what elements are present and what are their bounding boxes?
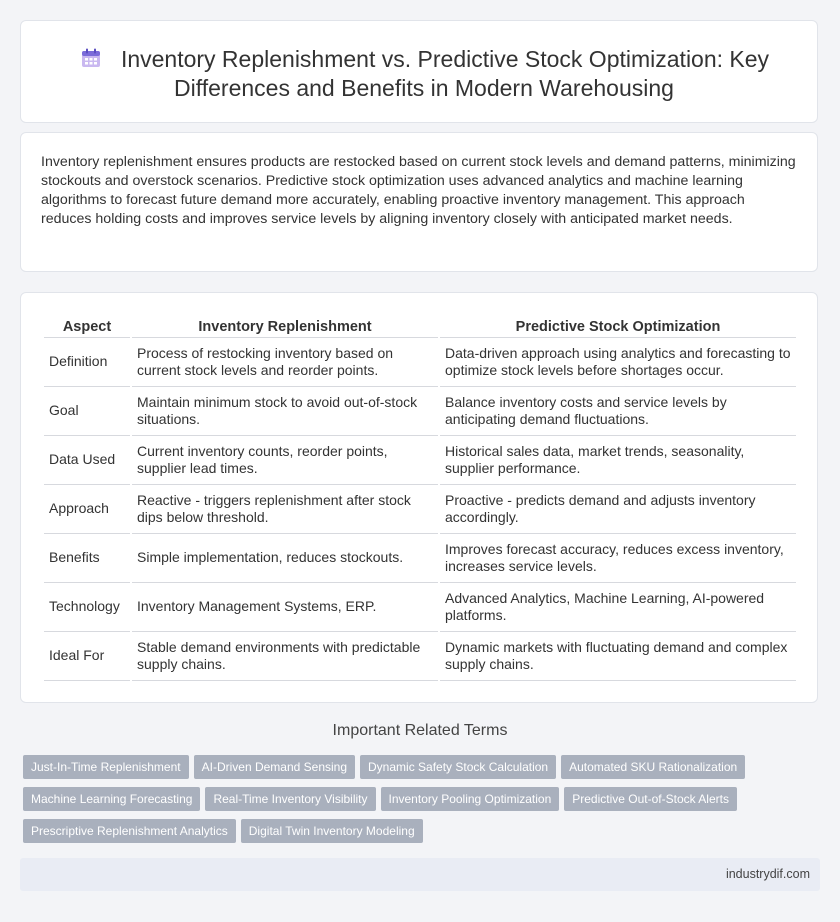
replenishment-cell: Process of restocking inventory based on current stock levels and reorder points. xyxy=(132,338,438,387)
aspect-cell: Data Used xyxy=(44,436,130,485)
related-term-tag[interactable]: Dynamic Safety Stock Calculation xyxy=(360,755,556,779)
table-row xyxy=(44,534,796,583)
optimization-cell: Advanced Analytics, Machine Learning, AI-powered platforms. xyxy=(440,583,796,632)
replenishment-cell: Stable demand environments with predictable supply chains. xyxy=(132,632,438,681)
calendar-icon xyxy=(79,46,103,70)
optimization-cell: Proactive - predicts demand and adjusts inventory accordingly. xyxy=(440,485,796,534)
aspect-cell: Approach xyxy=(44,485,130,534)
optimization-cell: Data-driven approach using analytics and forecasting to optimize stock levels before shortages occur. xyxy=(440,338,796,387)
related-terms-tags xyxy=(23,755,783,851)
related-term-tag[interactable]: Just-In-Time Replenishment xyxy=(23,755,189,779)
aspect-cell: Goal xyxy=(44,387,130,436)
header-predictive-stock-optimization: Predictive Stock Optimization xyxy=(440,315,796,338)
aspect-cell: Benefits xyxy=(44,534,130,583)
table-header-row xyxy=(44,315,796,338)
related-terms-heading: Important Related Terms xyxy=(332,722,508,739)
table-row xyxy=(44,387,796,436)
replenishment-cell: Reactive - triggers replenishment after stock dips below threshold. xyxy=(132,485,438,534)
related-term-tag[interactable]: Automated SKU Rationalization xyxy=(561,755,745,779)
related-term-tag[interactable]: Predictive Out-of-Stock Alerts xyxy=(564,787,737,811)
header-aspect: Aspect xyxy=(44,315,130,338)
comparison-card xyxy=(20,292,818,703)
header-inventory-replenishment: Inventory Replenishment xyxy=(132,315,438,338)
table-row xyxy=(44,485,796,534)
page-title: Inventory Replenishment vs. Predictive Stock Optimization: Key Differences and Benefits in Modern Warehousing xyxy=(120,46,770,101)
optimization-cell: Dynamic markets with fluctuating demand and complex supply chains. xyxy=(440,632,796,681)
replenishment-cell: Simple implementation, reduces stockouts. xyxy=(132,534,438,583)
optimization-cell: Balance inventory costs and service levels by anticipating demand fluctuations. xyxy=(440,387,796,436)
related-term-tag[interactable]: Inventory Pooling Optimization xyxy=(381,787,560,811)
replenishment-cell: Current inventory counts, reorder points, supplier lead times. xyxy=(132,436,438,485)
table-row xyxy=(44,338,796,387)
related-term-tag[interactable]: Machine Learning Forecasting xyxy=(23,787,200,811)
related-term-tag[interactable]: Digital Twin Inventory Modeling xyxy=(241,819,423,843)
table-row xyxy=(44,632,796,681)
related-term-tag[interactable]: Real-Time Inventory Visibility xyxy=(205,787,375,811)
intro-paragraph: Inventory replenishment ensures products are restocked based on current stock levels and demand patterns, minimizing stockouts and overstock scenarios. Predictive stock optimization uses advanced analytics and machine learning algorithms to forecast future demand more accurately, enabling proactive inventory management. This approach reduces holding costs and improves service levels by aligning inventory closely with anticipated market needs. xyxy=(41,154,796,227)
aspect-cell: Technology xyxy=(44,583,130,632)
table-row xyxy=(44,436,796,485)
replenishment-cell: Maintain minimum stock to avoid out-of-stock situations. xyxy=(132,387,438,436)
footer-site-link[interactable]: industrydif.com xyxy=(725,867,810,881)
related-term-tag[interactable]: AI-Driven Demand Sensing xyxy=(194,755,355,779)
intro-card xyxy=(20,132,818,272)
title-card xyxy=(20,20,818,123)
page-title-wrap xyxy=(61,45,787,103)
optimization-cell: Historical sales data, market trends, seasonality, supplier performance. xyxy=(440,436,796,485)
related-term-tag[interactable]: Prescriptive Replenishment Analytics xyxy=(23,819,236,843)
table-row xyxy=(44,583,796,632)
aspect-cell: Definition xyxy=(44,338,130,387)
optimization-cell: Improves forecast accuracy, reduces excess inventory, increases service levels. xyxy=(440,534,796,583)
footer xyxy=(20,858,820,891)
aspect-cell: Ideal For xyxy=(44,632,130,681)
replenishment-cell: Inventory Management Systems, ERP. xyxy=(132,583,438,632)
comparison-table xyxy=(42,315,798,681)
